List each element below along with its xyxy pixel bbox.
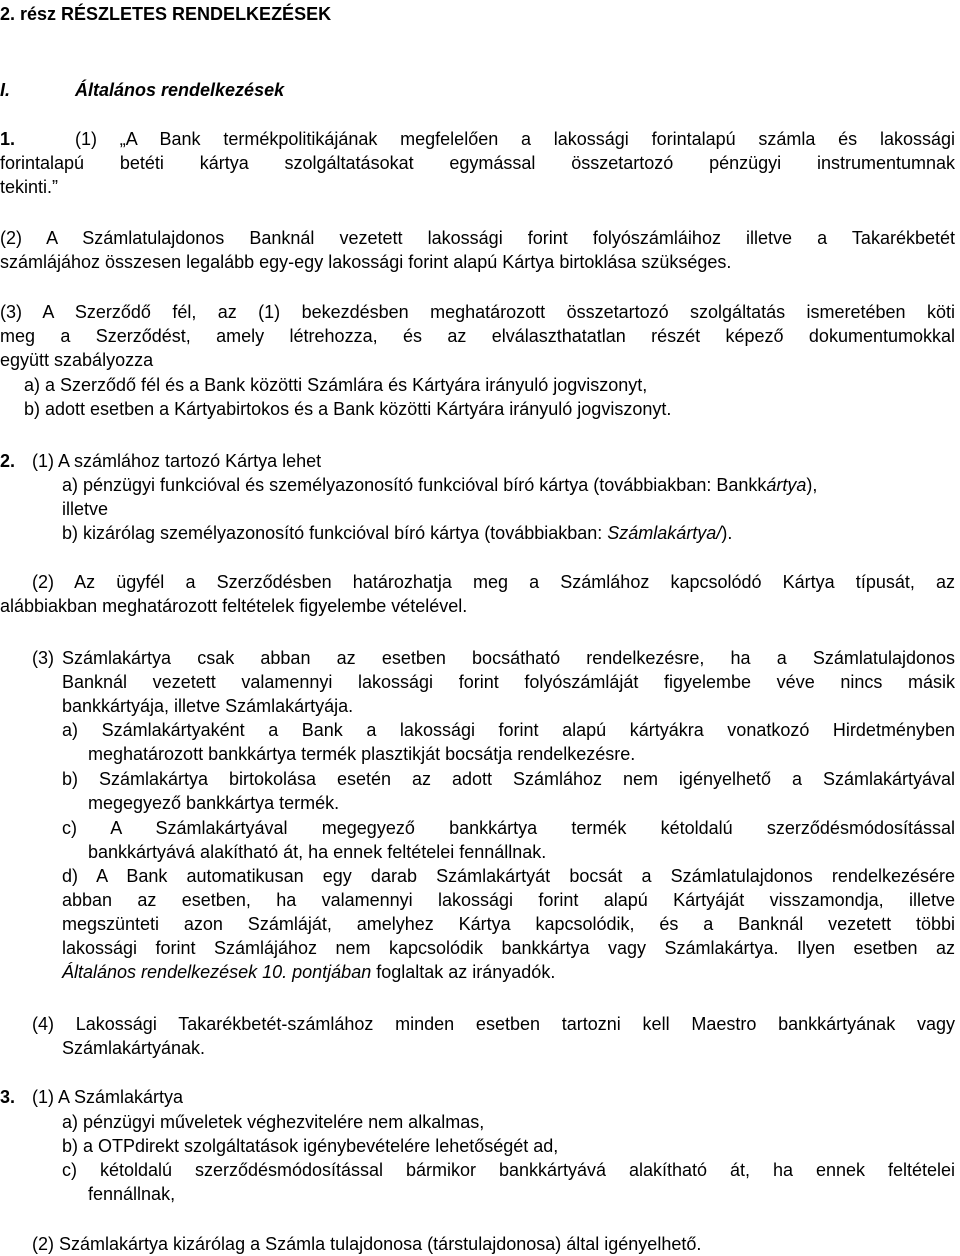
- s3-item-b: b) a OTPdirekt szolgáltatások igénybevételére lehetőségét ad,: [62, 1136, 559, 1156]
- s2-p3-item-d-italic: Általános rendelkezések 10. pontjában: [62, 962, 372, 982]
- s2-p1-item-a-cont: illetve: [62, 499, 109, 519]
- s2-p1-item-b-text: b) kizárólag személyazonosító funkcióval bíró kártya (továbbiakban:: [62, 523, 608, 543]
- s1-p3-line1: (3) A Szerződő fél, az (1) bekezdésben meghatározott összetartozó szolgáltatás ismeretében köti: [0, 302, 955, 322]
- s3-item-c-line1: c) kétoldalú szerződésmódosítással bármikor bankkártyává alakítható át, ha ennek feltételei: [62, 1160, 955, 1180]
- s1-p2-line1: (2) A Számlatulajdonos Banknál vezetett lakossági forint folyószámláihoz illetve a Takarékbetét: [0, 228, 955, 248]
- s1-p3-line3: együtt szabályozza: [0, 350, 154, 370]
- s1-p2-line2: számlájához összesen legalább egy-egy lakossági forint alapú Kártya birtoklása szükséges.: [0, 252, 732, 272]
- s2-p3-item-d-end: foglaltak az irányadók.: [371, 962, 556, 982]
- s2-p1-item-a-italic: ártya: [766, 475, 807, 495]
- s2-p3-item-b-line2: megegyező bankkártya termék.: [88, 793, 340, 813]
- s1-p3-item-b: b) adott esetben a Kártyabirtokos és a Bank közötti Kártyára irányuló jogviszonyt.: [24, 399, 672, 419]
- s2-p3-item-a-line1: a) Számlakártyaként a Bank a lakossági forint alapú kártyákra vonatkozó Hirdetményben: [62, 720, 955, 740]
- s2-p3-line3: bankkártyája, illetve Számlakártyája.: [62, 696, 354, 716]
- s2-p3-item-d-line4: lakossági forint Számlájához nem kapcsolódik bankkártya vagy Számlakártya. Ilyen esetben az: [62, 938, 955, 958]
- item-number-3: 3.: [0, 1087, 16, 1107]
- s2-p3-item-a-line2: meghatározott bankkártya termék plasztikját bocsátja rendelkezésre.: [88, 744, 636, 764]
- s2-p4-line1: (4) Lakossági Takarékbetét-számlához minden esetben tartozni kell Maestro bankkártyának vagy: [32, 1014, 955, 1034]
- s2-p3-item-c-line2: bankkártyává alakítható át, ha ennek feltételei fennállnak.: [88, 842, 547, 862]
- section-title: Általános rendelkezések: [75, 80, 285, 100]
- part-heading: 2. rész RÉSZLETES RENDELKEZÉSEK: [0, 4, 332, 24]
- s1-p1-line3: tekinti.”: [0, 177, 59, 197]
- s2-p2-line1: (2) Az ügyfél a Szerződésben határozhatja meg a Számlához kapcsolódó Kártya típusát, az: [32, 572, 955, 592]
- s2-p2-line2: alábbiakban meghatározott feltételek figyelembe vételével.: [0, 596, 468, 616]
- s2-p1-item-a-text: a) pénzügyi funkcióval és személyazonosító funkcióval bíró kártya (továbbiakban: Bankk: [62, 475, 767, 495]
- s2-p3-item-d-line1: d) A Bank automatikusan egy darab Számlakártyát bocsát a Számlatulajdonos rendelkezésére: [62, 866, 955, 886]
- s2-p1-item-b: [62, 521, 732, 545]
- s2-p4-line2: Számlakártyának.: [62, 1038, 206, 1058]
- s3-item-a: a) pénzügyi műveletek véghezvitelére nem alkalmas,: [62, 1112, 485, 1132]
- s3-item-c-line2: fennállnak,: [88, 1184, 176, 1204]
- s2-p1-item-a-end: ),: [806, 475, 818, 495]
- s3-p1-intro: (1) A Számlakártya: [32, 1087, 184, 1107]
- s1-p3-item-a: a) a Szerződő fél és a Bank közötti Számlára és Kártyára irányuló jogviszonyt,: [24, 375, 648, 395]
- section-number: I.: [0, 80, 11, 100]
- s2-p1-item-b-end: ).: [721, 523, 733, 543]
- s1-p3-line2: meg a Szerződést, amely létrehozza, és az elválaszthatatlan részét képező dokumentumokkal: [0, 326, 955, 346]
- s2-p3-item-c-line1: c) A Számlakártyával megegyező bankkártya termék kétoldalú szerződésmódosítással: [62, 818, 955, 838]
- s2-p3-line1: Számlakártya csak abban az esetben bocsátható rendelkezésre, ha a Számlatulajdonos: [62, 648, 955, 668]
- s2-p3-item-d-line5: [62, 960, 555, 984]
- item-number-2: 2.: [0, 451, 16, 471]
- s1-p1-line1: (1) „A Bank termékpolitikájának megfelelően a lakossági forintalapú számla és lakossági: [75, 129, 955, 149]
- s2-p1-item-a: [62, 473, 817, 497]
- s1-p1-line2: forintalapú betéti kártya szolgáltatásokat egymással összetartozó pénzügyi instrumentumnak: [0, 153, 955, 173]
- s2-p3-line2: Banknál vezetett valamennyi lakossági forint folyószámláját figyelembe véve nincs másik: [62, 672, 955, 692]
- s2-p1-intro: (1) A számlához tartozó Kártya lehet: [32, 451, 322, 471]
- s2-p3-item-d-line2: abban az esetben, ha valamennyi lakossági forint alapú Kártyáját visszamondja, illetve: [62, 890, 955, 910]
- s2-p3-label: (3): [32, 648, 54, 668]
- s2-p3-item-d-line3: megszünteti azon Számláját, amelyhez Kártya kapcsolódik, és a Banknál vezetett többi: [62, 914, 955, 934]
- s3-p2: (2) Számlakártya kizárólag a Számla tulajdonosa (társtulajdonosa) által igényelhető.: [32, 1234, 702, 1254]
- s2-p3-item-b-line1: b) Számlakártya birtokolása esetén az adott Számlához nem igényelhető a Számlakártyával: [62, 769, 955, 789]
- s2-p1-item-b-italic: Számlakártya/: [607, 523, 722, 543]
- item-number-1: 1.: [0, 129, 16, 149]
